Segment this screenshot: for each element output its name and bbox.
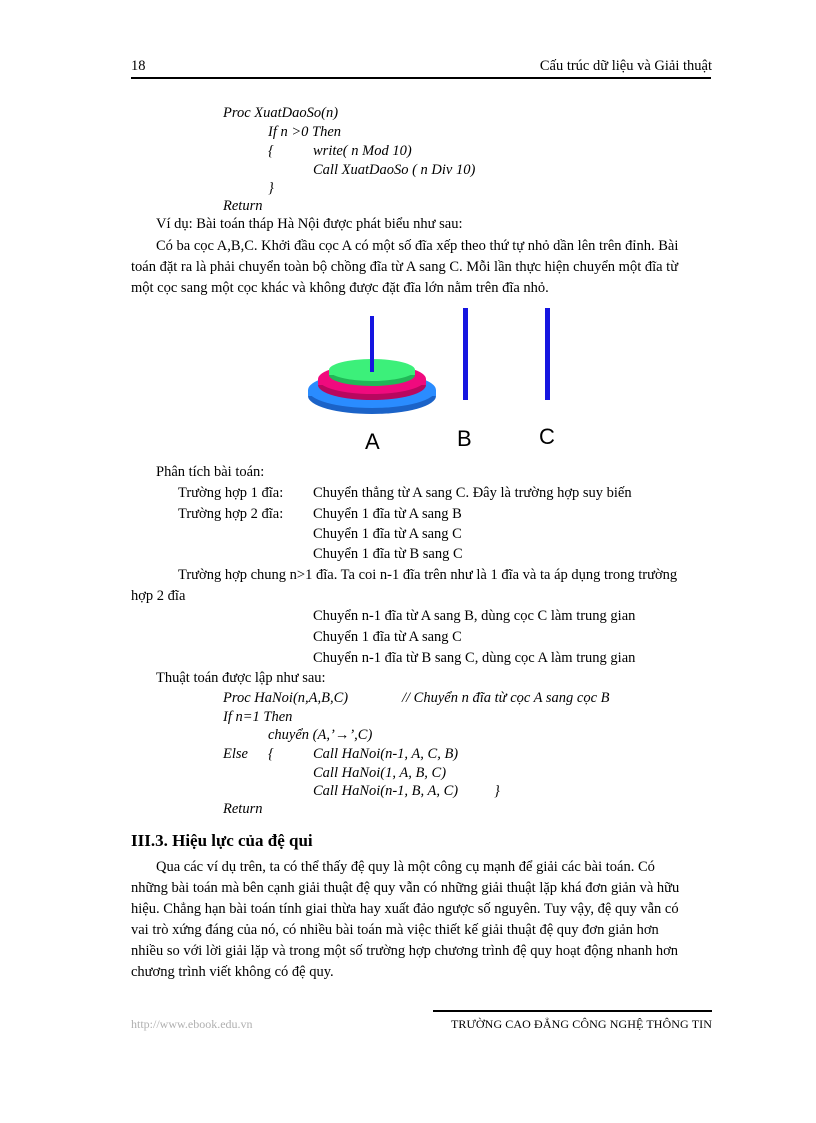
running-title: Cấu trúc dữ liệu và Giải thuật [539,58,712,74]
footer-rule [433,1010,712,1012]
code-brace: } [494,783,500,799]
code-line: Return [223,801,263,817]
code-line: If n >0 Then [268,124,342,140]
label-b: B [457,426,472,451]
case2-label: Trường hợp 2 đĩa: [178,506,284,522]
case1-label: Trường hợp 1 đĩa: [178,485,284,501]
label-c: C [539,424,555,449]
rod-b [463,308,468,400]
code-line: Call XuatDaoSo ( n Div 10) [313,162,476,178]
example-intro: Ví dụ: Bài toán tháp Hà Nội được phát biểu như sau: [156,216,463,232]
page-number: 18 [131,58,146,74]
section-line: hiệu. Chẳng hạn bài toán tính giai thừa hay xuất đảo ngược số nguyên. Tuy vậy, đệ quy vẫn có [131,901,679,917]
code-line: chuyển (A,’→’,C) [268,727,373,743]
section-line: chương trình viết không có đệ quy. [131,964,334,980]
footer-school: TRƯỜNG CAO ĐẲNG CÔNG NGHỆ THÔNG TIN [450,1017,712,1031]
section-line: vai trò xứng đáng của nó, có nhiều bài toán mà việc thiết kế giải thuật đệ quy đơn giản hơn [131,922,659,938]
label-a: A [365,429,380,454]
code-line: If n=1 Then [223,709,293,725]
code-comment: // Chuyển n đĩa từ cọc A sang cọc B [402,690,610,706]
code-line: Proc HaNoi(n,A,B,C) [223,690,349,706]
general-case-line: Trường hợp chung n>1 đĩa. Ta coi n-1 đĩa trên như là 1 đĩa và ta áp dụng trong trường [178,567,678,583]
code-brace: } [268,180,274,196]
section-heading: III.3. Hiệu lực của đệ qui [131,831,313,850]
code-line: Call HaNoi(n-1, A, C, B) [313,746,459,762]
general-step: Chuyển 1 đĩa từ A sang C [313,629,462,645]
code-brace: { [268,746,274,762]
case2-step: Chuyển 1 đĩa từ A sang B [313,506,462,522]
tower-of-hanoi-figure [300,306,590,456]
algo-intro: Thuật toán được lập như sau: [156,670,326,686]
code-line: Proc XuatDaoSo(n) [223,105,339,121]
code-line: Call HaNoi(1, A, B, C) [313,765,447,781]
code-line: Call HaNoi(n-1, B, A, C) [313,783,459,799]
case2-step: Chuyển 1 đĩa từ B sang C [313,546,463,562]
paragraph-line: một cọc sang một cọc khác và không được đặt đĩa lớn nằm trên đĩa nhỏ. [131,280,549,296]
section-line: nhiều so với lời giải lặp và trong một số trường hợp chương trình đệ quy hoạt động nhanh hơn [131,943,679,959]
rod-a [370,316,374,372]
general-step: Chuyển n-1 đĩa từ A sang B, dùng cọc C làm trung gian [313,608,636,624]
footer-url[interactable]: http://www.ebook.edu.vn [131,1017,253,1031]
section-line: Qua các ví dụ trên, ta có thể thấy đệ quy là một công cụ mạnh để giải các bài toán. Có [156,859,655,875]
general-step: Chuyển n-1 đĩa từ B sang C, dùng cọc A làm trung gian [313,650,636,666]
case1-text: Chuyển thẳng từ A sang C. Đây là trường hợp suy biến [313,485,632,501]
rod-c [545,308,550,400]
section-line: những bài toán mà bên cạnh giải thuật đệ quy vẫn có những giải thuật lặp khá đơn giản và hữu [131,880,680,896]
paragraph-line: Có ba cọc A,B,C. Khởi đầu cọc A có một số đĩa xếp theo thứ tự nhỏ dần lên trên đỉnh. Bài [156,238,679,254]
code-line: Return [223,198,263,214]
code-brace: { [268,143,274,159]
case2-step: Chuyển 1 đĩa từ A sang C [313,526,462,542]
code-else: Else [223,746,248,762]
paragraph-line: toán đặt ra là phải chuyển toàn bộ chồng đĩa từ A sang C. Mỗi lần thực hiện chuyển một đĩa từ [131,259,679,275]
analysis-title: Phân tích bài toán: [156,464,265,480]
general-case-line: hợp 2 đĩa [131,588,186,604]
header-rule [131,77,711,79]
code-line: write( n Mod 10) [313,143,412,159]
